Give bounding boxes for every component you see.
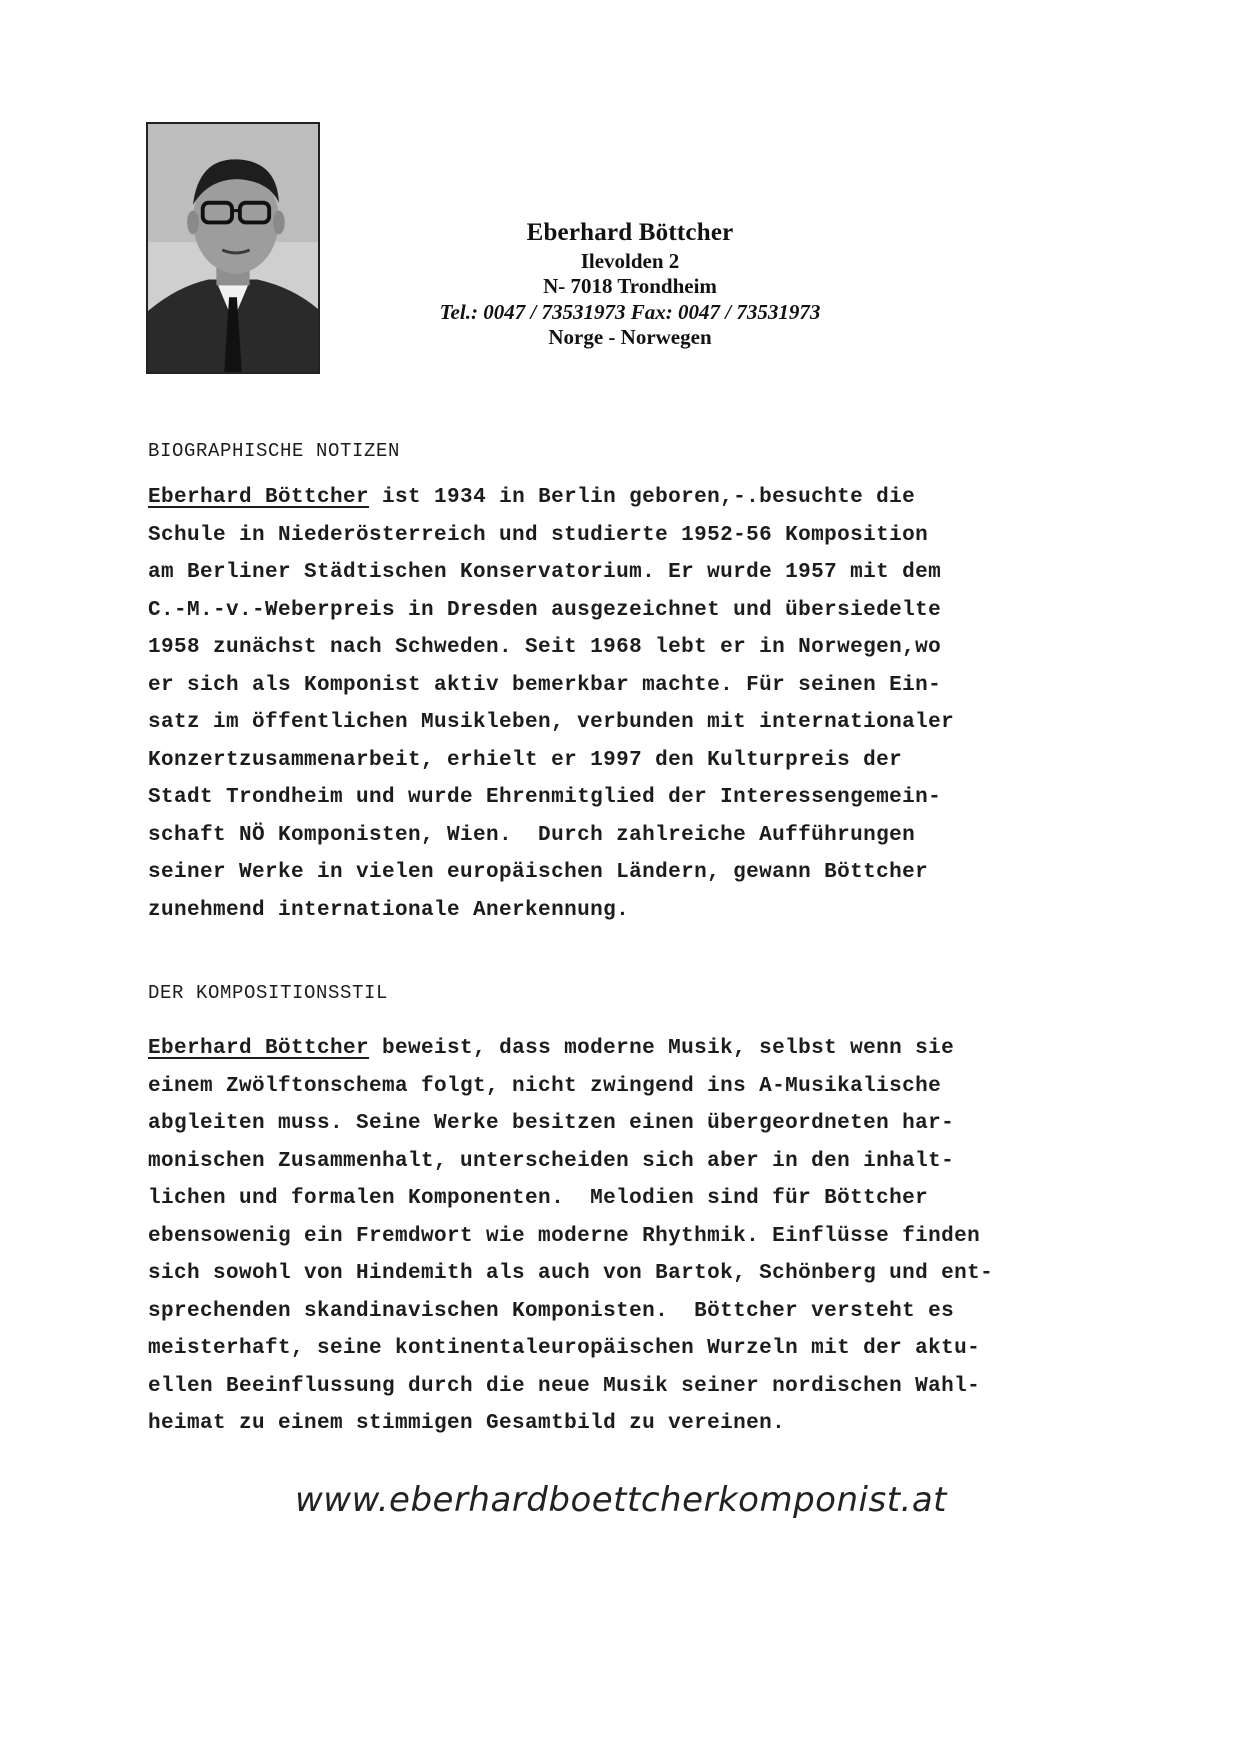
style-line: sich sowohl von Hindemith als auch von Bartok, Schönberg und ent-	[148, 1262, 994, 1285]
bio-line: er sich als Komponist aktiv bemerkbar machte. Für seinen Ein-	[148, 673, 942, 697]
bio-line: 1958 zunächst nach Schweden. Seit 1968 lebt er in Norwegen,wo	[148, 636, 942, 659]
bio-line: C.-M.-v.-Weberpreis in Dresden ausgezeichnet und übersiedelte	[148, 598, 942, 622]
style-lead-name: Eberhard Böttcher	[148, 1037, 370, 1060]
bio-line: Stadt Trondheim und wurde Ehrenmitglied der Interessengemein-	[148, 786, 942, 809]
bio-line: satz im öffentlichen Musikleben, verbunden mit internationaler	[148, 711, 955, 734]
country: Norge - Norwegen	[548, 325, 712, 350]
style-line: abgleiten muss. Seine Werke besitzen einen übergeordneten har-	[148, 1112, 955, 1135]
bio-line: zunehmend internationale Anerkennung.	[148, 898, 630, 922]
style-line: Eberhard Böttcher beweist, dass moderne Musik, selbst wenn sie	[148, 1037, 955, 1060]
bio-heading: BIOGRAPHISCHE NOTIZEN	[148, 440, 401, 462]
portrait-illustration	[148, 124, 318, 372]
bio-line: schaft NÖ Komponisten, Wien. Durch zahlreiche Aufführungen	[148, 823, 916, 847]
bio-paragraph	[148, 479, 1128, 929]
style-line: sprechenden skandinavischen Komponisten. Böttcher versteht es	[148, 1299, 955, 1323]
bio-line: seiner Werke in vielen europäischen Ländern, gewann Böttcher	[148, 861, 929, 884]
author-name: Eberhard Böttcher	[526, 219, 734, 246]
bio-lead-name: Eberhard Böttcher	[148, 486, 370, 509]
style-line: monischen Zusammenhalt, unterscheiden sich aber in den inhalt-	[148, 1149, 955, 1173]
bio-line: Eberhard Böttcher ist 1934 in Berlin geboren,-.besuchte die	[148, 486, 916, 509]
style-heading: DER KOMPOSITIONSSTIL	[148, 982, 389, 1004]
style-line: einem Zwölftonschema folgt, nicht zwingend ins A-Musikalische	[148, 1074, 942, 1098]
style-line: heimat zu einem stimmigen Gesamtbild zu vereinen.	[148, 1412, 786, 1435]
address-block	[360, 218, 900, 351]
style-line: ellen Beeinflussung durch die neue Musik seiner nordischen Wahl-	[148, 1374, 981, 1398]
style-paragraph	[148, 1030, 1128, 1443]
street-address: Ilevolden 2	[580, 248, 680, 273]
portrait-photo	[146, 122, 320, 374]
bio-line: Konzertzusammenarbeit, erhielt er 1997 den Kulturpreis der	[148, 748, 903, 772]
style-line: ebensowenig ein Fremdwort wie moderne Rhythmik. Einflüsse finden	[148, 1224, 981, 1248]
bio-line: am Berliner Städtischen Konservatorium. Er wurde 1957 mit dem	[148, 561, 942, 584]
city-address: N- 7018 Trondheim	[543, 274, 717, 299]
style-line: lichen und formalen Komponenten. Melodien sind für Böttcher	[148, 1187, 929, 1210]
phone-fax: Tel.: 0047 / 73531973 Fax: 0047 / 73531973	[439, 299, 821, 324]
website-handwritten: www.eberhardboettcherkomponist.at	[294, 1480, 947, 1520]
bio-line: Schule in Niederösterreich und studierte 1952-56 Komposition	[148, 523, 929, 547]
style-line: meisterhaft, seine kontinentaleuropäischen Wurzeln mit der aktu-	[148, 1337, 981, 1360]
